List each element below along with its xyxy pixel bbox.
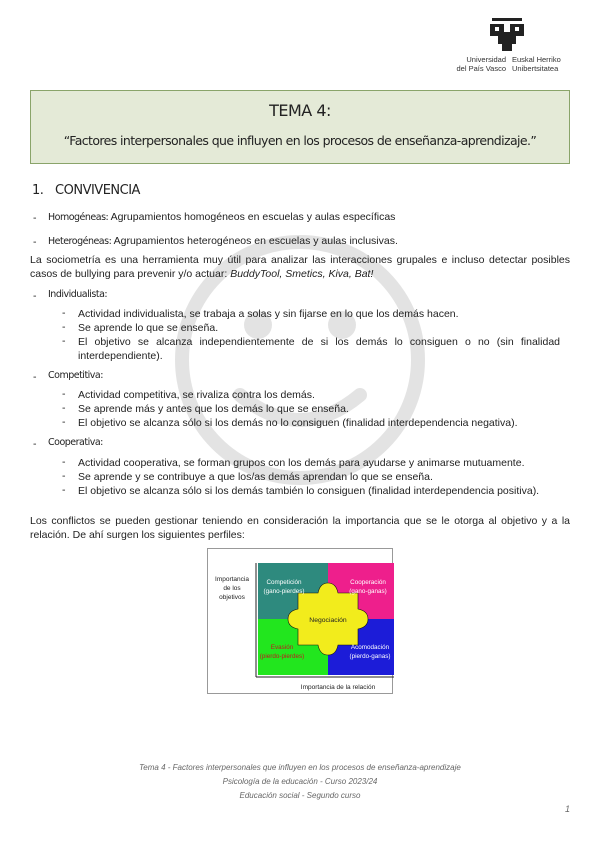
conflicts-paragraph: Los conflictos se pueden gestionar teniendo en consideración la importancia que se le otorga al objetivo y a la relación. De ahí surgen los siguientes perfiles: [30, 515, 570, 541]
section-heading [32, 183, 140, 198]
structure-name: Competitiva: [48, 370, 103, 381]
grouping-term: Heterogéneas: [48, 236, 112, 247]
grouping-term: Homogéneas: [48, 212, 109, 223]
dash-bullet: - [62, 388, 66, 400]
quadrant-label: (gano-pierdes) [263, 588, 305, 595]
structure-item: Se aprende lo que se enseña. [78, 322, 219, 334]
center-label: Negociación [309, 617, 347, 624]
y-axis-label: de los [223, 585, 241, 592]
conflict-profiles-figure [207, 548, 393, 694]
sociometry-text: La sociometría es una herramienta muy útil para analizar las interacciones grupales e incluso detectar posibles casos de bullying para prevenir y/o actuar: [30, 254, 570, 280]
grouping-text: Agrupamientos homogéneos en escuelas y aulas específicas [108, 211, 396, 223]
dash-bullet: - [62, 335, 66, 347]
logo-text-spanish: Universidad del País Vasco [456, 55, 506, 73]
dash-bullet: - [33, 236, 37, 248]
quadrant-label: (pierdo-ganas) [349, 653, 391, 660]
quadrant-label: (gano-ganas) [349, 588, 387, 595]
y-axis-label: Importancia [215, 576, 249, 583]
dash-bullet: - [62, 402, 66, 414]
conflict-profiles-diagram [208, 549, 394, 695]
dash-bullet: - [62, 484, 66, 496]
grouping-text: Agrupamientos heterogéneos en escuelas y aulas inclusivas. [111, 235, 398, 247]
dash-bullet: - [62, 307, 66, 319]
footer-course-program: Educación social - Segundo curso [239, 791, 361, 800]
university-emblem-icon [488, 18, 526, 52]
quadrant-label: Evasión [270, 644, 294, 651]
quadrant-label: Cooperación [350, 579, 386, 586]
x-axis-label: Importancia de la relación [300, 684, 376, 691]
structure-name: Individualista: [48, 289, 108, 300]
quadrant-label: (pierdo-pierdes) [259, 653, 305, 660]
dash-bullet: - [62, 470, 66, 482]
sociometry-tools: BuddyTool, Smetics, Kiva, Bat! [230, 268, 374, 280]
structure-item: El objetivo se alcanza independientemente de si los demás lo consiguen o no (sin finalidad interdependiente). [78, 336, 560, 362]
structure-item: Se aprende y se contribuye a que los/as demás aprendan lo que se enseña. [78, 471, 433, 483]
dash-bullet: - [33, 371, 37, 383]
dash-bullet: - [62, 416, 66, 428]
structure-item: El objetivo se alcanza sólo si los demás no lo consiguen (finalidad interdependencia negativa). [78, 417, 518, 429]
dash-bullet: - [62, 321, 66, 333]
structure-item: Actividad competitiva, se rivaliza contra los demás. [78, 389, 315, 401]
logo-text-basque: Euskal Herriko Unibertsitatea [512, 55, 561, 73]
structure-item: Actividad individualista, se trabaja a solas y sin fijarse en lo que los demás hacen. [78, 308, 459, 320]
structure-item: El objetivo se alcanza sólo si los demás también lo consiguen (finalidad interdependencia positiva). [78, 485, 540, 497]
title-box [30, 90, 570, 164]
topic-title: TEMA 4: [269, 101, 331, 120]
structure-item: Se aprende más y antes que los demás lo que se enseña. [78, 403, 349, 415]
quadrant-label: Competición [266, 579, 302, 586]
topic-subtitle: “Factores interpersonales que influyen en los procesos de enseñanza-aprendizaje.” [63, 133, 537, 148]
dash-bullet: - [33, 212, 37, 224]
sociometry-paragraph [30, 253, 570, 281]
section-title: CONVIVENCIA [55, 183, 140, 198]
dash-bullet: - [33, 438, 37, 450]
section-number: 1. [32, 183, 44, 198]
dash-bullet: - [33, 290, 37, 302]
footer-course-topic: Tema 4 - Factores interpersonales que influyen en los procesos de enseñanza-aprendizaje [139, 763, 461, 772]
grouping-heterogeneous [48, 234, 398, 249]
quadrant-label: Acomodación [350, 644, 390, 651]
grouping-homogeneous [48, 210, 395, 225]
page-number: 1 [565, 804, 571, 814]
university-logo [446, 18, 576, 74]
dash-bullet: - [62, 456, 66, 468]
y-axis-label: objetivos [219, 594, 245, 601]
footer-course-subject: Psicología de la educación - Curso 2023/24 [222, 777, 378, 786]
structure-item: Actividad cooperativa, se forman grupos con los demás para ayudarse y animarse mutuamente. [78, 457, 525, 469]
structure-name: Cooperativa: [48, 437, 103, 448]
